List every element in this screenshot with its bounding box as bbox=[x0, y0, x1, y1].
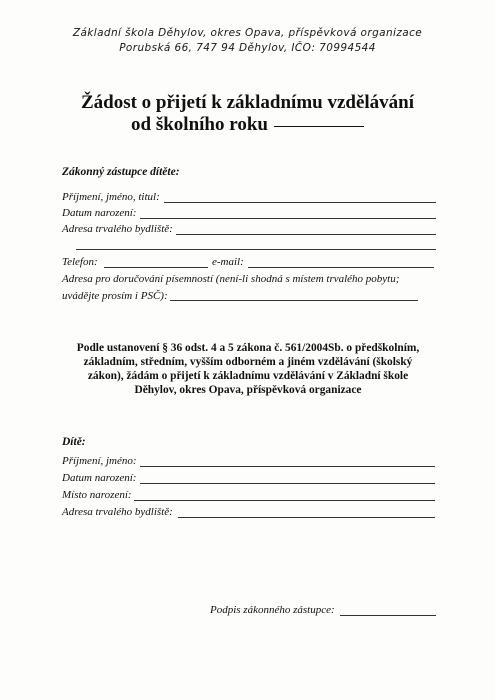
child-name-label: Příjmení, jméno: bbox=[62, 455, 137, 467]
guardian-phone-field[interactable] bbox=[104, 267, 208, 268]
delivery-address-field[interactable] bbox=[170, 300, 418, 301]
guardian-address-label: Adresa trvalého bydliště: bbox=[62, 223, 173, 235]
delivery-address-label-2: uvádějte prosím i PSČ): bbox=[62, 290, 168, 302]
legal-statement-line3: zákon), žádám o přijetí k základnímu vzdělávání v Základní škole bbox=[87, 370, 409, 382]
guardian-birth-date-label: Datum narození: bbox=[62, 207, 137, 219]
child-birth-place-field[interactable] bbox=[134, 500, 435, 501]
form-title-text: od školního roku bbox=[131, 114, 268, 135]
child-address-field[interactable] bbox=[178, 517, 435, 518]
guardian-email-field[interactable] bbox=[248, 267, 434, 268]
child-address-label: Adresa trvalého bydliště: bbox=[62, 506, 173, 518]
form-title-line1: Žádost o přijetí k základnímu vzdělávání bbox=[80, 92, 415, 113]
child-birth-date-field[interactable] bbox=[140, 483, 435, 484]
legal-statement-line4: Děhylov, okres Opava, příspěvková organizace bbox=[134, 384, 362, 396]
legal-statement-line2: základním, středním, vyšším odborném a jiném vzdělávání (školský bbox=[83, 356, 413, 368]
signature-label: Podpis zákonného zástupce: bbox=[210, 604, 335, 616]
guardian-heading: Zákonný zástupce dítěte: bbox=[62, 166, 180, 178]
guardian-phone-label: Telefon: bbox=[62, 256, 98, 268]
guardian-name-field[interactable] bbox=[164, 202, 436, 203]
child-birth-date-label: Datum narození: bbox=[62, 472, 137, 484]
child-name-field[interactable] bbox=[140, 466, 435, 467]
guardian-name-label: Příjmení, jméno, titul: bbox=[62, 191, 160, 203]
child-heading: Dítě: bbox=[62, 436, 86, 448]
school-address-header: Porubská 66, 747 94 Děhylov, IČO: 70994544 bbox=[119, 42, 376, 54]
child-birth-place-label: Místo narození: bbox=[62, 489, 132, 501]
guardian-birth-date-field[interactable] bbox=[140, 218, 436, 219]
guardian-address-field-2[interactable] bbox=[76, 249, 436, 250]
school-name-header: Základní škola Děhylov, okres Opava, příspěvková organizace bbox=[72, 27, 423, 39]
guardian-address-field[interactable] bbox=[176, 234, 436, 235]
legal-statement-line1: Podle ustanovení § 36 odst. 4 a 5 zákona č. 561/2004Sb. o předškolním, bbox=[76, 342, 420, 354]
school-year-blank[interactable] bbox=[274, 126, 364, 127]
delivery-address-label-1: Adresa pro doručování písemností (není-li shodná s místem trvalého pobytu; bbox=[62, 273, 400, 285]
signature-field[interactable] bbox=[340, 615, 436, 616]
form-title-line2 bbox=[0, 114, 495, 136]
guardian-email-label: e-mail: bbox=[212, 256, 244, 268]
